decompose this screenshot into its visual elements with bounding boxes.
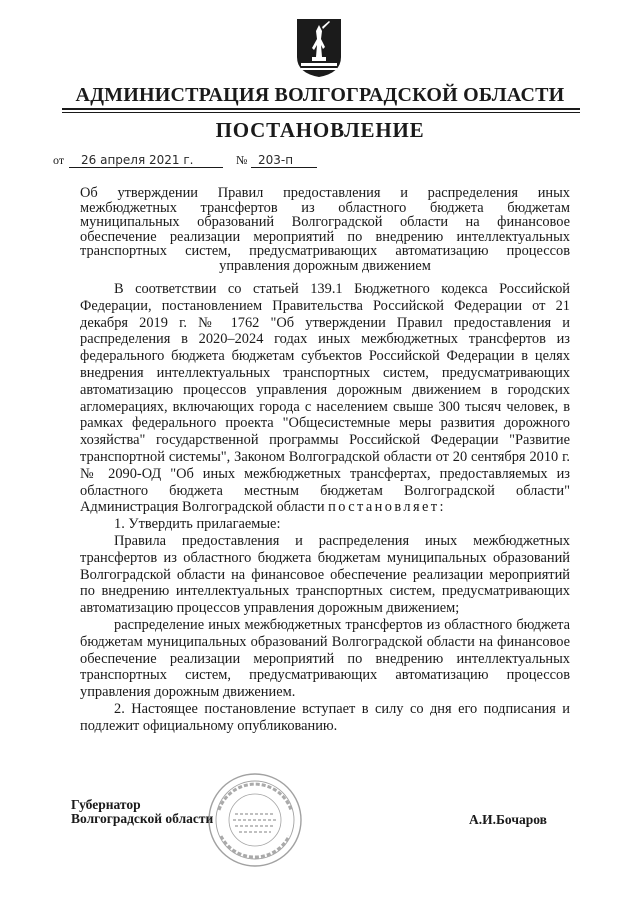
decree-word: постановляет: — [328, 499, 446, 516]
number-underline — [251, 167, 317, 168]
document-body — [80, 281, 570, 735]
official-stamp-icon — [205, 770, 305, 870]
item-1: 1. Утвердить прилагаемые: — [114, 516, 281, 533]
position-line-2: Волгоградской области — [71, 811, 214, 826]
item-1a: Правила предоставления и распределения иных межбюджетных трансфертов из областного бюджета бюджетам муниципальных образований Волгоградской области на финансовое обеспечение реализации мероприятий по внедрению интеллектуальных транспортных систем, предусматривающих автоматизацию процессов управления дорожным движением; — [80, 532, 570, 617]
organization-title: АДМИНИСТРАЦИЯ ВОЛГОГРАДСКОЙ ОБЛАСТИ — [75, 84, 565, 106]
preamble-text: В соответствии со статьей 139.1 Бюджетного кодекса Российской Федерации, постановлением Правительства Российской Федерации от 21 декабря 2019 г. № 1762 "Об утверждении Правил предоставления и распределения в 2020–2024 годах иных межбюджетных трансфертов из федерального бюджета бюджетам субъектов Российской Федерации в целях внедрения интеллектуальных транспортных систем, предусматривающих автоматизацию процессов управления дорожным движением в городских агломерациях, включающих города с населением свыше 300 тысяч человек, в рамках федерального проекта "Общесистемные меры развития дорожного хозяйства" государственной программы Российской Федерации "Развитие транспортной системы", Законом Волгоградской области от 20 сентября 2010 г. № 2090-ОД "Об иных межбюджетных трансфертах, предоставляемых из областного бюджета местным бюджетам Волгоградской области" Администрация Волгоградской области — [80, 281, 570, 516]
volgograd-coat-of-arms-icon — [295, 17, 343, 79]
item-1b: распределение иных межбюджетных трансфертов из областного бюджета бюджетам муниципальных образований Волгоградской области на финансовое обеспечение реализации мероприятий по внедрению интеллектуальных транспортных систем, предусматривающих автоматизацию процессов управления дорожным движением. — [80, 616, 570, 701]
preamble-paragraph — [80, 281, 570, 516]
position-line-1: Губернатор — [71, 797, 141, 812]
date-prefix: от — [53, 153, 65, 167]
number-prefix: № — [236, 153, 248, 167]
header-rule-thin — [62, 112, 580, 113]
document-title: Об утверждении Правил предоставления и распределения иных межбюджетных трансфертов из областного бюджета бюджетам муниципальных образований Волгоградской области на финансовое обеспечение реализации мероприятий по внедрению интеллектуальных транспортных систем, предусматривающих автоматизацию процессов управления дорожным движением — [80, 185, 570, 274]
document-type: ПОСТАНОВЛЕНИЕ — [215, 118, 425, 142]
signatory-position — [71, 798, 213, 826]
number-value: 203-п — [258, 153, 294, 167]
date-underline — [69, 167, 223, 168]
date-value: 26 апреля 2021 г. — [81, 153, 194, 167]
signatory-name: А.И.Бочаров — [469, 812, 547, 827]
header-rule — [62, 108, 580, 110]
item-2: 2. Настоящее постановление вступает в силу со дня его подписания и подлежит официальному опубликованию. — [80, 700, 570, 734]
